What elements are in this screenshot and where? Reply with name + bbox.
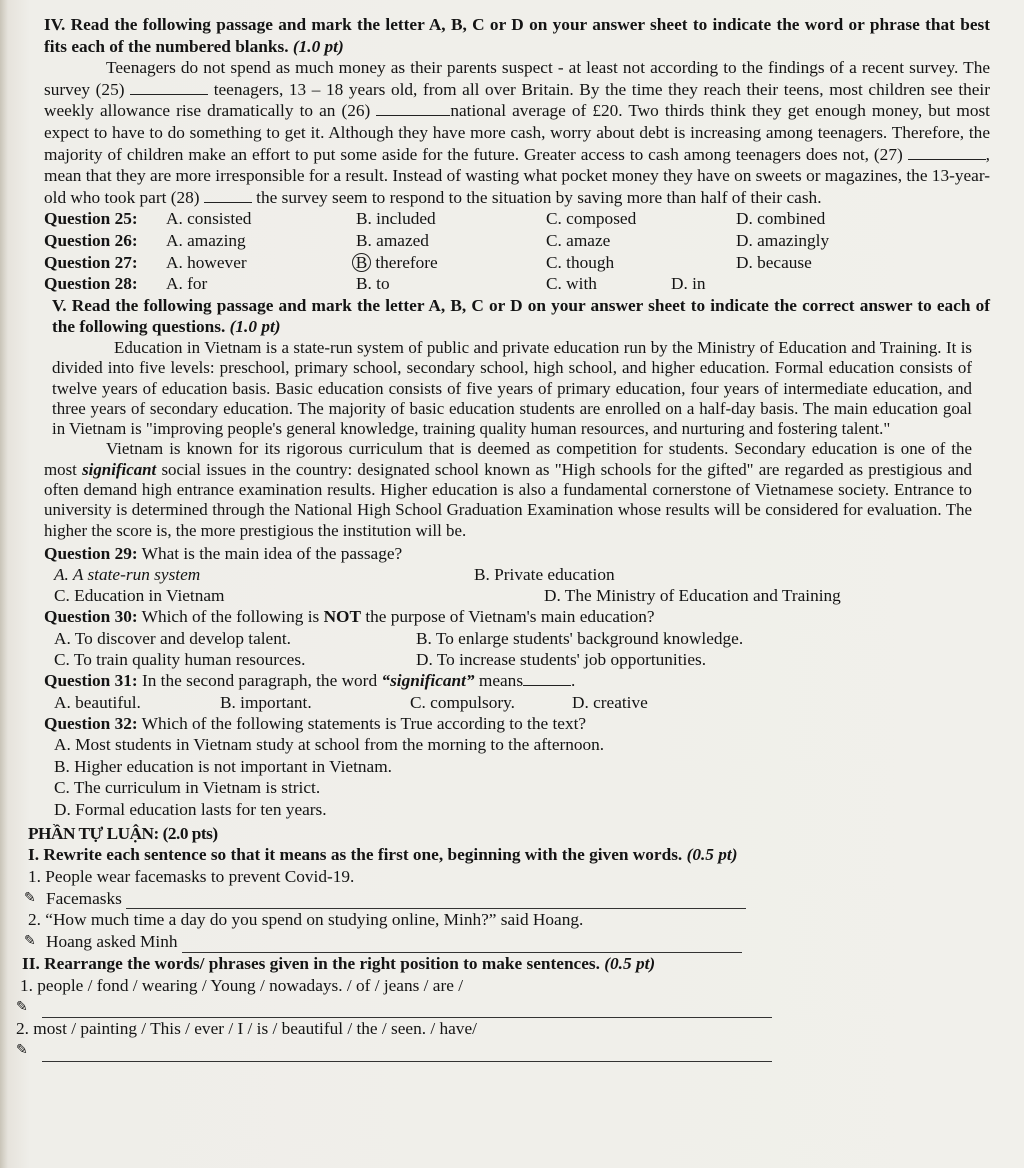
q28-option-b[interactable]: B. to: [356, 274, 390, 294]
rearrange-2-answer: [16, 1040, 990, 1062]
question-29: [44, 543, 990, 607]
q27-label: Question 27:: [44, 252, 138, 272]
pencil-icon: ✎: [16, 1043, 28, 1059]
q31-text-b: means: [478, 671, 524, 691]
part5-points: (1.0 pt): [229, 317, 281, 337]
blank-27: [908, 144, 986, 160]
rewrite-2-prompt: 2. “How much time a day do you spend on studying online, Minh?” said Hoang.: [28, 910, 584, 930]
q32-text: Which of the following statements is True according to the text?: [141, 713, 587, 733]
q25-option-d[interactable]: D. combined: [736, 209, 826, 229]
q29-option-b[interactable]: B. Private education: [474, 565, 615, 585]
rewrite-2-start: Hoang asked Minh: [46, 932, 178, 952]
rewrite-1-prompt: 1. People wear facemasks to prevent Covid-19.: [28, 866, 355, 886]
q31-option-b[interactable]: B. important.: [220, 692, 312, 712]
q27-option-d[interactable]: D. because: [736, 252, 812, 272]
essay-sec2-heading-text: II. Rearrange the words/ phrases given in the right position to make sentences.: [22, 954, 600, 973]
rewrite-1-answer: [24, 887, 990, 909]
q26-option-d[interactable]: D. amazingly: [736, 230, 830, 250]
q32-label: Question 32:: [44, 713, 138, 733]
q31-option-a[interactable]: A. beautiful.: [54, 692, 141, 712]
rewrite-1-line[interactable]: [126, 894, 746, 909]
question-30: [44, 606, 990, 670]
rearrange-2-line[interactable]: [42, 1047, 772, 1062]
passage-s4: , mean that they are more irresponsible for a result. Instead of wasting what pocket money they have on sweets or magazines, the 13-year-old who took part (28): [44, 144, 990, 207]
part5-heading: [52, 295, 990, 338]
q29-text: What is the main idea of the passage?: [141, 543, 403, 563]
blank-28: [204, 187, 252, 203]
q32-option-c[interactable]: C. The curriculum in Vietnam is strict.: [54, 778, 321, 798]
blank-26: [376, 100, 450, 116]
q28-option-a[interactable]: A. for: [166, 274, 208, 294]
q30-option-b[interactable]: B. To enlarge students' background knowledge.: [416, 629, 744, 649]
question-27: [44, 252, 990, 274]
pencil-icon: ✎: [16, 999, 28, 1015]
q31-blank: [523, 670, 571, 686]
q29-option-c[interactable]: C. Education in Vietnam: [54, 586, 225, 606]
part4-points: (1.0 pt): [292, 36, 344, 56]
q30-option-a[interactable]: A. To discover and develop talent.: [54, 629, 291, 649]
essay-sec1-heading-text: I. Rewrite each sentence so that it means as the first one, beginning with the given words.: [28, 845, 683, 865]
essay-sec2-points: (0.5 pt): [604, 954, 656, 973]
pencil-icon: ✎: [24, 934, 36, 950]
rearrange-1-prompt: 1. people / fond / wearing / Young / nowadays. / of / jeans / are /: [20, 975, 463, 995]
q27-option-c[interactable]: C. though: [546, 252, 615, 272]
q26-option-c[interactable]: C. amaze: [546, 230, 611, 250]
q29-option-a[interactable]: A. A state-run system: [54, 565, 201, 585]
q31-text-a: In the second paragraph, the word: [141, 671, 378, 691]
question-31: Question 31: In the second paragraph, the word “significant” means . A. beautiful. B. important. C. compulsory. D. creative: [44, 671, 648, 712]
q32-option-b[interactable]: B. Higher education is not important in Vietnam.: [54, 756, 392, 776]
rearrange-1-answer: [16, 996, 990, 1018]
part4-heading-text: IV. Read the following passage and mark the letter A, B, C or D on your answer sheet to indicate the word or phrase that best fits each of the numbered blanks.: [44, 15, 990, 56]
essay-title: PHẦN TỰ LUẬN: (2.0 pts): [28, 823, 218, 843]
q31-option-c[interactable]: C. compulsory.: [410, 692, 515, 712]
q28-option-d[interactable]: D. in: [671, 274, 706, 294]
q30-option-c[interactable]: C. To train quality human resources.: [54, 650, 306, 670]
part5-paragraph-2: [44, 439, 972, 540]
part4-passage: [44, 57, 990, 208]
handwritten-circle-answer: B: [352, 253, 371, 272]
rewrite-2-line[interactable]: [182, 938, 742, 953]
q29-option-d[interactable]: D. The Ministry of Education and Training: [544, 586, 841, 606]
para2-part-b: social issues in the country: designated school known as "High schools for the gifted" are regarded as prestigious and often demand high entrance examination results. Higher education is also a fundamental cornerstone of Vietnamese society. Entrance to university is determined through the National High School Graduation Examination whose results will be considered for evaluation. The higher the score is, the more prestigious the institution will be.: [44, 459, 972, 540]
q32-option-d[interactable]: D. Formal education lasts for ten years.: [54, 800, 327, 820]
q30-text-a: Which of the following is: [141, 607, 320, 627]
q25-option-a[interactable]: A. consisted: [166, 209, 252, 229]
q31-option-d[interactable]: D. creative: [572, 692, 648, 712]
q28-label: Question 28:: [44, 274, 138, 294]
q30-label: Question 30:: [44, 607, 138, 627]
pencil-icon: ✎: [24, 890, 36, 906]
q31-word: “significant”: [381, 671, 475, 691]
q25-option-c[interactable]: C. composed: [546, 209, 637, 229]
q27-option-a[interactable]: A. however: [166, 252, 247, 272]
passage-s1: Teenagers do not spend as much money as their parents suspect - at least not according to the findings of a recent survey. The survey (25): [44, 58, 990, 99]
passage-s5: the survey seem to respond to the situation by saving more than half of their cash.: [256, 187, 822, 207]
q32-option-a[interactable]: A. Most students in Vietnam study at school from the morning to the afternoon.: [54, 735, 605, 755]
question-26: [44, 230, 990, 252]
essay-sec1-heading: [28, 844, 990, 866]
q25-option-b[interactable]: B. included: [356, 209, 436, 229]
q30-option-d[interactable]: D. To increase students' job opportunities.: [416, 650, 707, 670]
question-25: [44, 208, 990, 230]
q29-label: Question 29:: [44, 543, 138, 563]
q26-option-a[interactable]: A. amazing: [166, 230, 246, 250]
question-32: [44, 713, 990, 821]
q25-label: Question 25:: [44, 209, 138, 229]
q26-label: Question 26:: [44, 230, 138, 250]
para2-highlight-word: significant: [82, 459, 157, 479]
q30-text-b: the purpose of Vietnam's main education?: [365, 607, 655, 627]
para2-part-a: Vietnam is known for its rigorous curriculum that is deemed as competition for students. Secondary education is one of the most: [44, 439, 972, 479]
essay-sec1-points: (0.5 pt): [686, 845, 738, 865]
rewrite-1-start: Facemasks: [46, 888, 122, 908]
q27-option-b-text: therefore: [375, 252, 438, 272]
blank-25: [130, 79, 208, 95]
worksheet-content: [16, 8, 990, 1062]
q30-not: NOT: [323, 607, 362, 627]
q26-option-b[interactable]: B. amazed: [356, 230, 429, 250]
rearrange-2-prompt: 2. most / painting / This / ever / I / is / beautiful / the / seen. / have/: [16, 1019, 477, 1039]
essay-sec2-heading: [22, 953, 990, 975]
rewrite-2-answer: [24, 931, 990, 953]
part5-heading-text: V. Read the following passage and mark the letter A, B, C or D on your answer sheet to indicate the correct answer to each of the following questions.: [52, 295, 990, 337]
q28-option-c[interactable]: C. with: [546, 274, 597, 294]
passage-s3: national average of £20. Two thirds think they get enough money, but most expect to have to do something to get it. Although they have more cash, worry about debt is increasing among teenagers. Therefore, the majority of children make an effort to put some aside for the future. Greater access to cash among teenagers does not, (27): [44, 101, 990, 164]
question-28: [44, 273, 990, 295]
rearrange-1-line[interactable]: [42, 1003, 772, 1018]
q27-option-b[interactable]: [356, 252, 546, 274]
part4-heading: [44, 14, 990, 57]
q31-label: Question 31:: [44, 671, 138, 691]
part5-paragraph-1: Education in Vietnam is a state-run system of public and private education run by the Ministry of Education and Training. It is divided into five levels: preschool, primary school, secondary school, high school, and higher education. Formal education consists of twelve years of education basis. Basic education consists of five years of primary education, four years of intermediate education, and three years of secondary education. The majority of basic education students are enrolled on a half-day basis. The main education goal in Vietnam is "improving people's general knowledge, training quality human resources, and nurturing and fostering talent.": [52, 337, 972, 439]
passage-s2: teenagers, 13 – 18 years old, from all over Britain. By the time they reach their teens, most children see their weekly allowance rise dramatically to an (26): [44, 79, 990, 121]
